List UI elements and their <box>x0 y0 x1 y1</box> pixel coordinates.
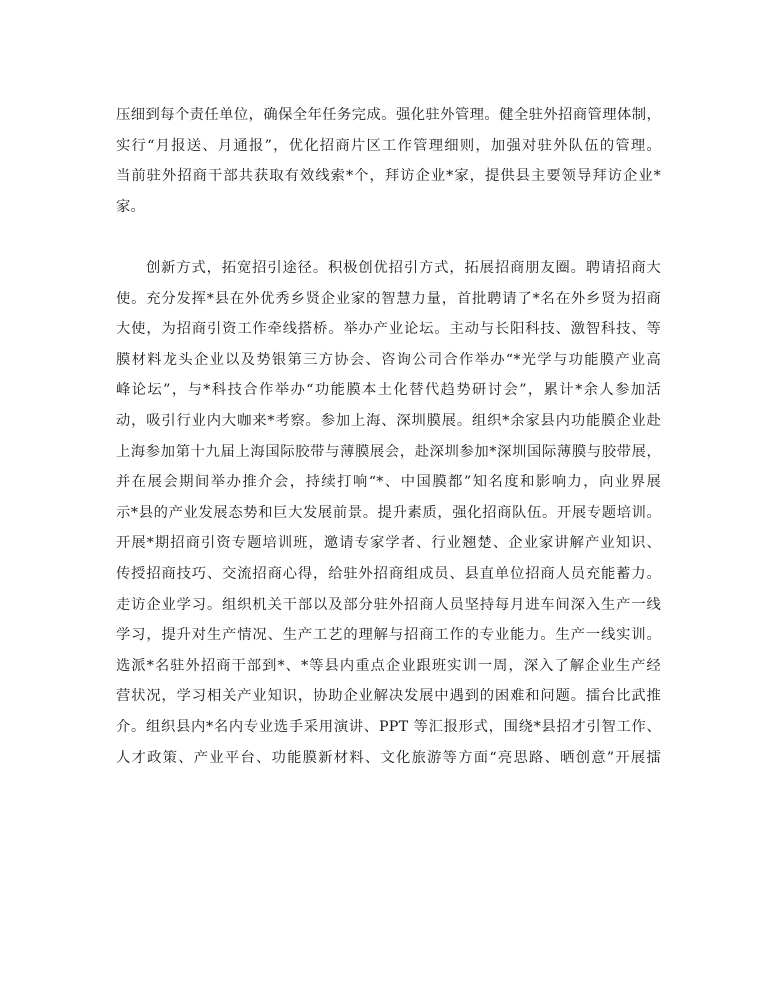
paragraph-line: 动，吸引行业内大咖来*考察。参加上海、深圳膜展。组织*余家县内功能膜企业赴 <box>116 412 661 429</box>
paragraph-line: 使。充分发挥*县在外优秀乡贤企业家的智慧力量，首批聘请了*名在外乡贤为招商 <box>116 290 661 307</box>
paragraph-line: 示*县的产业发展态势和巨大发展前景。提升素质，强化招商队伍。开展专题培训。 <box>116 504 661 521</box>
paragraph-line: 大使，为招商引资工作牵线搭桥。举办产业论坛。主动与长阳科技、激智科技、等 <box>116 321 661 338</box>
paragraph-line: 当前驻外招商干部共获取有效线索*个，拜访企业*家，提供县主要领导拜访企业* <box>116 168 661 185</box>
paragraph-line: 介。组织县内*名内专业选手采用演讲、PPT 等汇报形式，围绕*县招才引智工作、 <box>116 718 661 735</box>
paragraph-line: 上海参加第十九届上海国际胶带与薄膜展会，赴深圳参加*深圳国际薄膜与胶带展， <box>116 443 661 460</box>
paragraph-line: 家。 <box>116 198 145 215</box>
paragraph-line: 营状况，学习相关产业知识，协助企业解决发展中遇到的困难和问题。擂台比武推 <box>116 688 661 705</box>
paragraph-2 <box>116 253 661 773</box>
paragraph-line: 压细到每个责任单位，确保全年任务完成。强化驻外管理。健全驻外招商管理体制， <box>116 107 661 123</box>
paragraph-line: 走访企业学习。组织机关干部以及部分驻外招商人员坚持每月进车间深入生产一线 <box>116 596 661 613</box>
paragraph-line: 膜材料龙头企业以及势银第三方协会、咨询公司合作举办“*光学与功能膜产业高 <box>116 351 661 368</box>
paragraph-line: 并在展会期间举办推介会，持续打响“*、中国膜都”知名度和影响力，向业界展 <box>116 474 661 491</box>
paragraph-line: 选派*名驻外招商干部到*、*等县内重点企业跟班实训一周，深入了解企业生产经 <box>116 657 661 674</box>
paragraph-line: 创新方式，拓宽招引途径。积极创优招引方式，拓展招商朋友圈。聘请招商大 <box>146 260 661 276</box>
paragraph-line: 实行“月报送、月通报”，优化招商片区工作管理细则，加强对驻外队伍的管理。 <box>116 137 661 154</box>
paragraph-line: 开展*期招商引资专题培训班，邀请专家学者、行业翘楚、企业家讲解产业知识、 <box>116 535 661 552</box>
paragraph-1 <box>116 100 661 222</box>
paragraph-line: 传授招商技巧、交流招商心得，给驻外招商组成员、县直单位招商人员充能蓄力。 <box>116 565 661 582</box>
paragraph-line: 峰论坛”，与*科技合作举办“功能膜本土化替代趋势研讨会”，累计*余人参加活 <box>116 382 661 399</box>
paragraph-line: 学习，提升对生产情况、生产工艺的理解与招商工作的专业能力。生产一线实训。 <box>116 627 661 644</box>
paragraph-line: 人才政策、产业平台、功能膜新材料、文化旅游等方面“亮思路、晒创意”开展擂 <box>116 749 661 766</box>
